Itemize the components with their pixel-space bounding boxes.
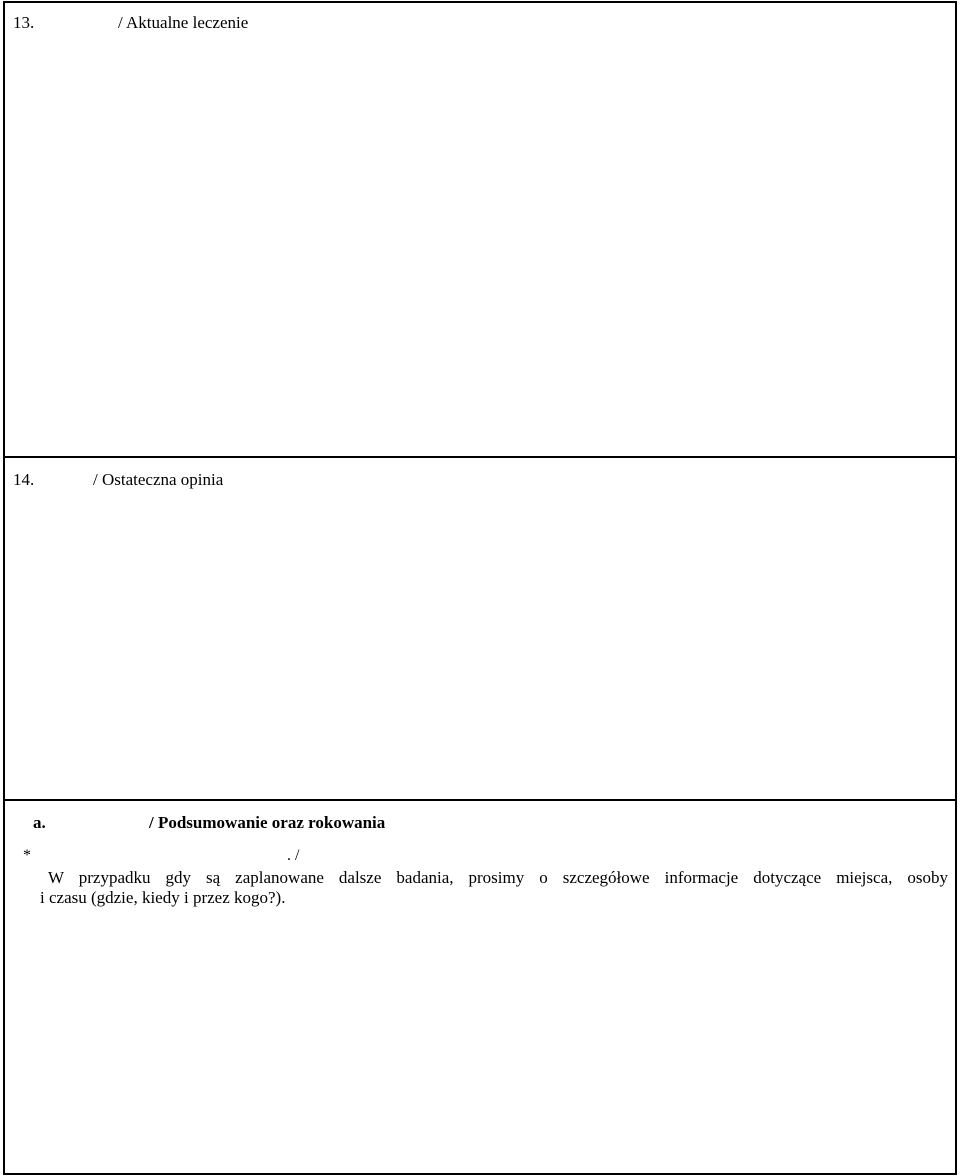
- note-mark: . /: [287, 847, 300, 864]
- section-14a-title: / Podsumowanie oraz rokowania: [149, 813, 386, 832]
- note-paragraph: [40, 868, 948, 908]
- section-13-title: / Aktualne leczenie: [118, 13, 249, 32]
- section-14-number: 14.: [13, 470, 35, 489]
- section-13-heading: [13, 13, 248, 33]
- section-14-box: [3, 456, 957, 801]
- section-14a-heading: [33, 813, 385, 833]
- section-13-number: 13.: [13, 13, 35, 32]
- note-line-1: W przypadku gdy są zaplanowane dalsze badania, prosimy o szczegółowe informacje dotyczące miejsca, osoby: [48, 868, 948, 887]
- section-14a-number: a.: [33, 813, 46, 832]
- note-asterisk: *: [23, 847, 31, 864]
- section-14-heading: [13, 470, 223, 490]
- note-marker-line: [23, 846, 299, 866]
- note-line-2: i czasu (gdzie, kiedy i przez kogo?).: [40, 888, 286, 907]
- section-13-box: [3, 1, 957, 458]
- section-14-title: / Ostateczna opinia: [93, 470, 224, 489]
